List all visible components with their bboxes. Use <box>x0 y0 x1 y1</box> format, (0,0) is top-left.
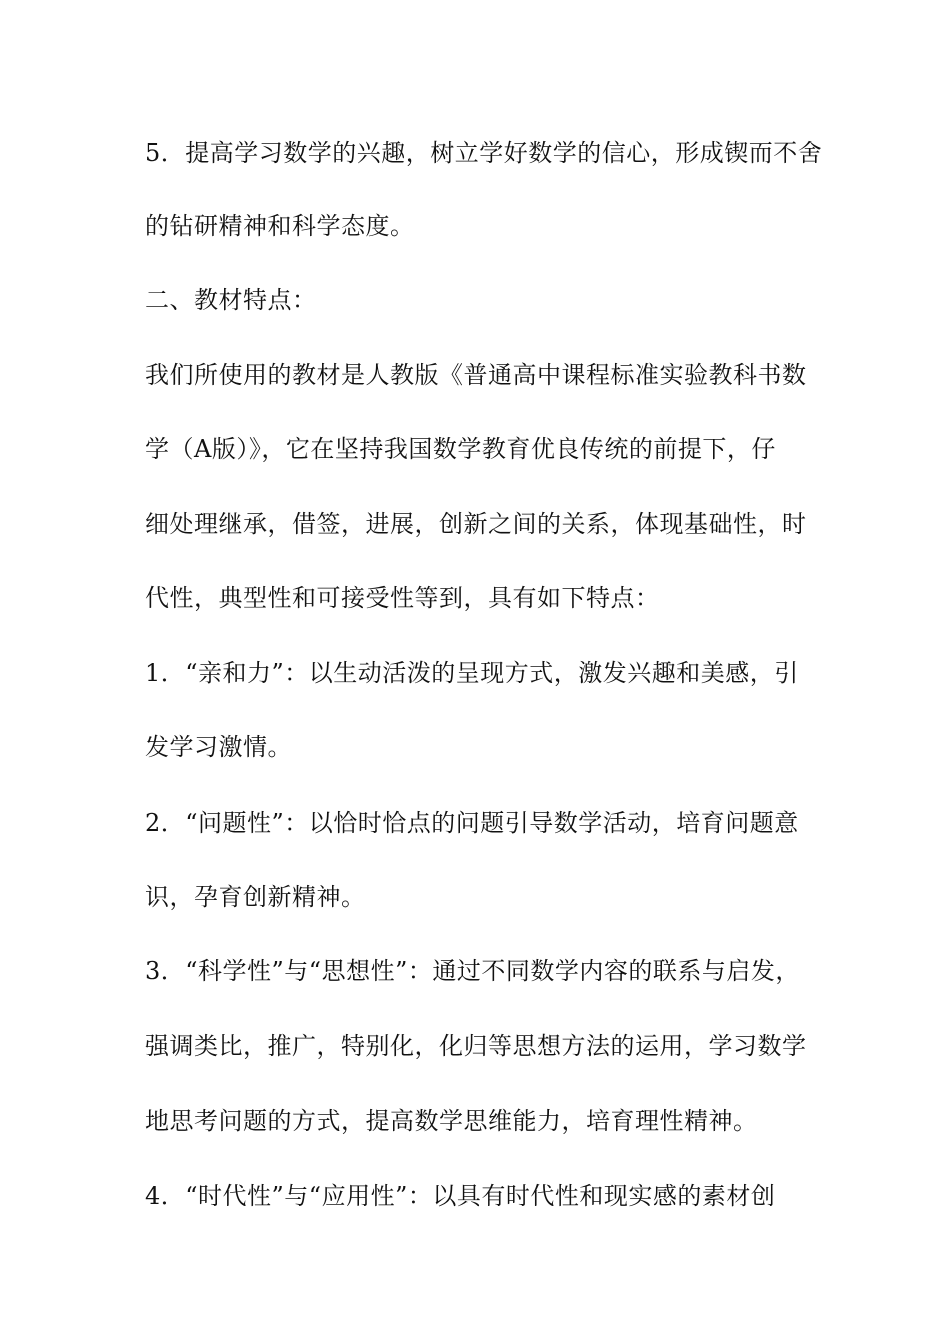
text-line-feature-3-cont-2: 地思考问题的方式，提高数学思维能力，培育理性精神。 <box>145 1107 758 1135</box>
text-line-goal-5: 5．提高学习数学的兴趣，树立学好数学的信心，形成锲而不舍 <box>145 139 823 167</box>
text-line-feature-3-cont-1: 强调类比，推广，特别化，化归等思想方法的运用，学习数学 <box>145 1032 807 1060</box>
text-line-feature-1: 1．“亲和力”：以生动活泼的呈现方式，激发兴趣和美感，引 <box>145 659 799 687</box>
text-line-feature-2-cont: 识，孕育创新精神。 <box>145 883 366 911</box>
text-line-feature-3: 3．“科学性”与“思想性”：通过不同数学内容的联系与启发， <box>145 957 800 985</box>
text-line-feature-4: 4．“时代性”与“应用性”：以具有时代性和现实感的素材创 <box>145 1182 776 1210</box>
text-line-textbook-intro-cont-3: 代性，典型性和可接受性等到，具有如下特点： <box>145 584 660 612</box>
text-line-textbook-intro-cont-1: 学（A版）》，它在坚持我国数学教育优良传统的前提下，仔 <box>145 435 776 463</box>
text-line-goal-5-cont: 的钻研精神和科学态度。 <box>145 212 415 240</box>
text-line-textbook-intro-cont-2: 细处理继承，借签，进展，创新之间的关系，体现基础性，时 <box>145 510 807 538</box>
text-line-feature-1-cont: 发学习激情。 <box>145 733 292 761</box>
text-line-feature-2: 2．“问题性”：以恰时恰点的问题引导数学活动，培育问题意 <box>145 809 799 837</box>
section-heading-textbook-features: 二、教材特点： <box>145 286 317 314</box>
text-line-textbook-intro: 我们所使用的教材是人教版《普通高中课程标准实验教科书数 <box>145 361 807 389</box>
